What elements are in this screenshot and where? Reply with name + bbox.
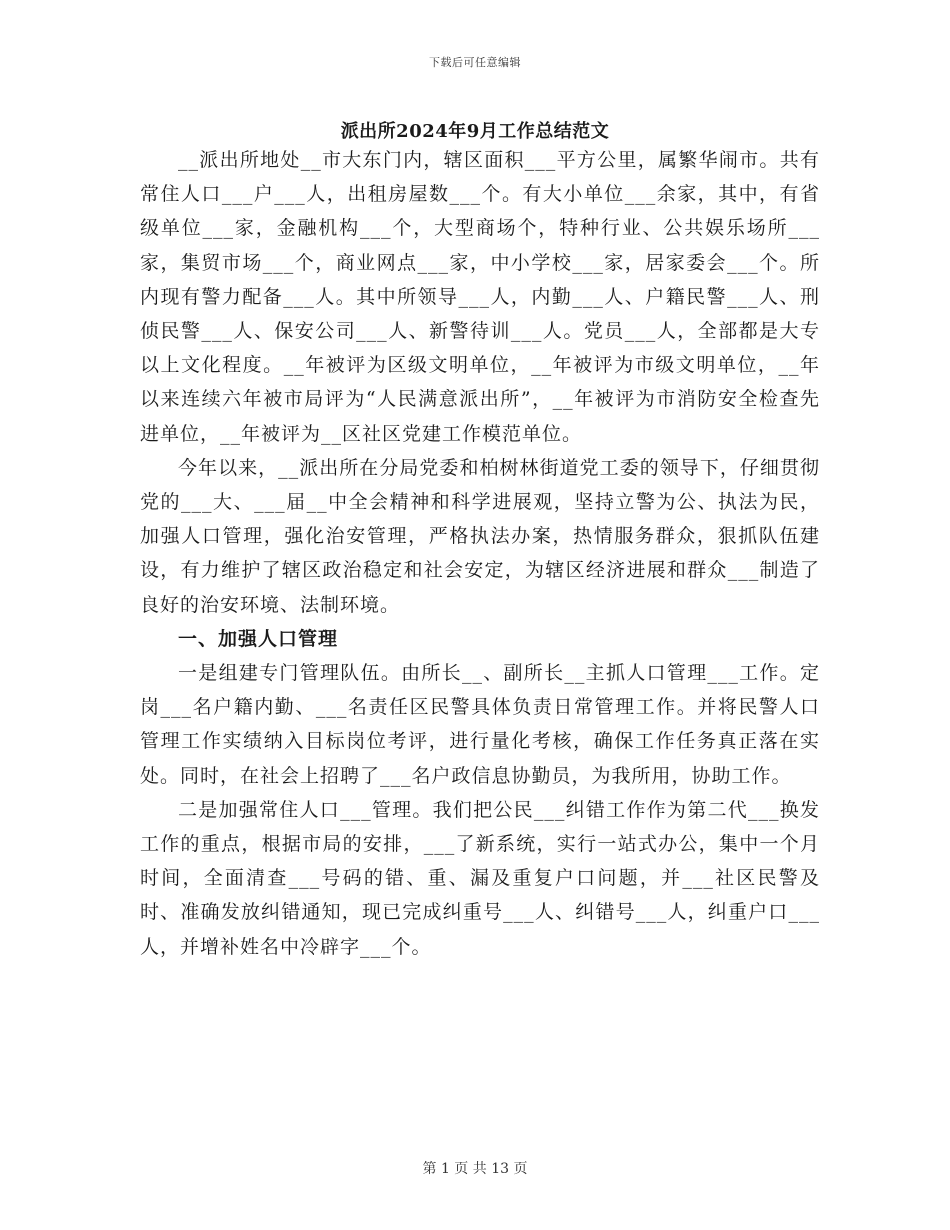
page-footer: 第 1 页 共 13 页	[422, 1161, 528, 1177]
section1-paragraph-2: 二是加强常住人口___管理。我们把公民___纠错工作作为第二代___换发工作的重点，根据市局的安排，___了新系统，实行一站式办公，集中一个月时间，全面清查___号码的错、重、漏及重复户口问题，并___社区民警及时、准确发放纠错通知，现已完成纠重号___人、纠错号___人，纠重户口___人，并增补姓名中冷辟字___个。	[140, 798, 820, 958]
section-heading-1: 一、加强人口管理	[178, 627, 339, 650]
section1-paragraph-1: 一是组建专门管理队伍。由所长__、副所长__主抓人口管理___工作。定岗___名户籍内勤、___名责任区民警具体负责日常管理工作。并将民警人口管理工作实绩纳入目标岗位考评，进行量化考核，确保工作任务真正落在实处。同时，在社会上招聘了___名户政信息协勤员，为我所用，协助工作。	[140, 662, 820, 787]
intro-paragraph-2: 今年以来，__派出所在分局党委和柏树林街道党工委的领导下，仔细贯彻党的___大、___届__中全会精神和科学进展观，坚持立警为公、执法为民，加强人口管理，强化治安管理，严格执法办案，热情服务群众，狠抓队伍建设，有力维护了辖区政治稳定和社会安定，为辖区经济进展和群众___制造了良好的治安环境、法制环境。	[140, 456, 820, 616]
document-title: 派出所2024年9月工作总结范文	[340, 121, 610, 142]
page-header: 下载后可任意编辑	[429, 56, 521, 69]
intro-paragraph-1: __派出所地处__市大东门内，辖区面积___平方公里，属繁华闹市。共有常住人口___户___人，出租房屋数___个。有大小单位___余家，其中，有省级单位___家，金融机构___个，大型商场个，特种行业、公共娱乐场所___家，集贸市场___个，商业网点___家，中小学校___家，居家委会___个。所内现有警力配备___人。其中所领导___人，内勤___人、户籍民警___人、刑侦民警___人、保安公司___人、新警待训___人。党员___人，全部都是大专以上文化程度。__年被评为区级文明单位，__年被评为市级文明单位，__年以来连续六年被市局评为“人民满意派出所”，__年被评为市消防安全检查先进单位，__年被评为__区社区党建工作模范单位。	[140, 149, 820, 445]
document-body	[140, 143, 820, 964]
